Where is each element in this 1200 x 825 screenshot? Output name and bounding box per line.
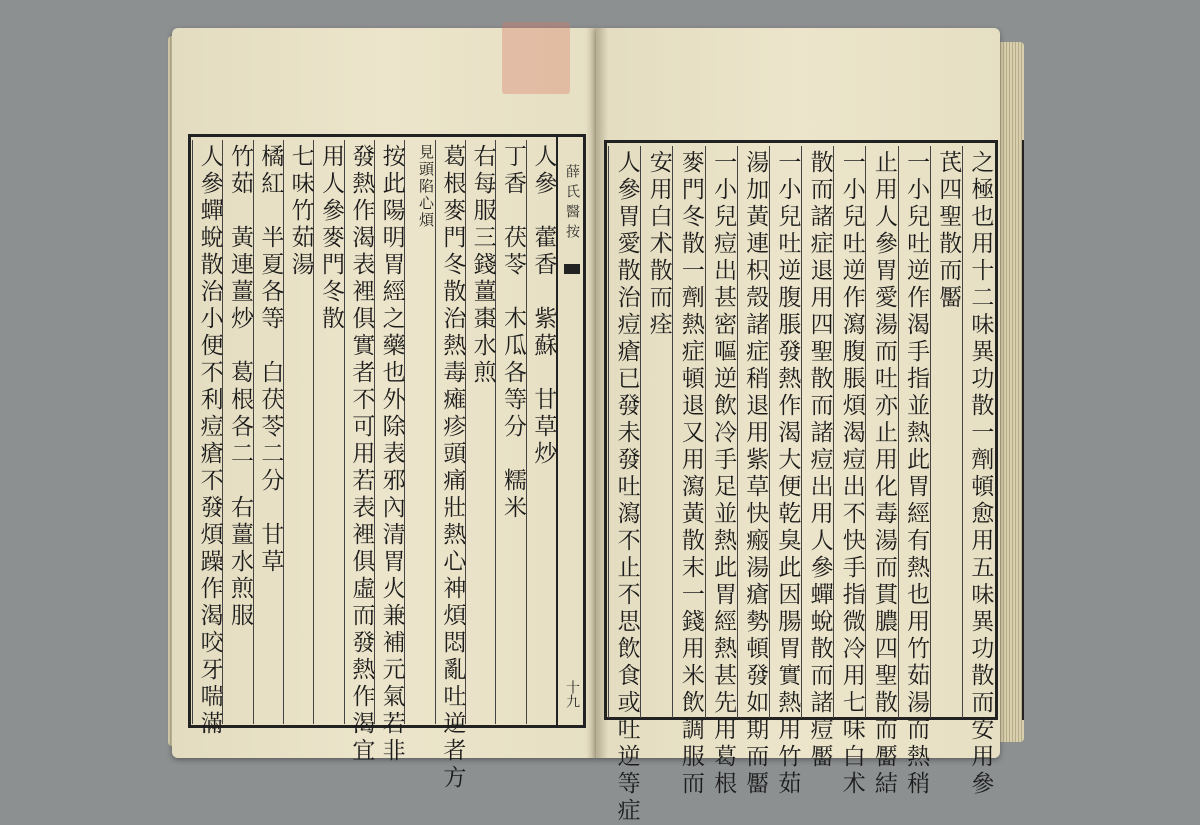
text-column: 一小兒吐逆作渴手指並熱此胃經有熱也用竹茹湯而熱稍	[903, 150, 930, 798]
text-column: 一小兒吐逆作瀉腹脹煩渴痘出不快手指微冷用七味白术	[838, 150, 865, 798]
text-column: 芪四聖散而靨	[935, 150, 962, 312]
text-column: 七味竹茹湯	[287, 144, 314, 279]
text-column: 橘紅 半夏各等 白茯苓二分 甘草	[257, 144, 284, 576]
text-column: 安用白术散而痊	[645, 150, 672, 339]
text-column: 右每服三錢薑棗水煎	[469, 144, 496, 387]
text-column: 發熱作渴表裡俱實者不可用若表裡俱虛而發熱作渴宜	[348, 144, 375, 765]
text-column: 人參蟬蛻散治小便不利痘瘡不發煩躁作渴咬牙喘滿	[196, 144, 223, 738]
text-column: 麥門冬散一劑熱症頓退又用瀉黃散末一錢用米飲調服而	[677, 150, 704, 798]
open-book	[168, 22, 1030, 825]
text-column: 人參 藿香 紫蘇 甘草炒	[530, 144, 557, 468]
text-column: 丁香 茯苓 木瓜各等分 糯米	[500, 144, 526, 522]
text-column: 見頭陷心煩	[417, 144, 435, 229]
column-rule	[608, 146, 609, 718]
text-column: 散而諸症退用四聖散而諸痘出用人參蟬蛻散而諸痘靨	[806, 150, 833, 771]
text-column: 之極也用十二味異功散一劑頓愈用五味異功散而安用參	[967, 150, 994, 798]
text-column: 湯加黃連枳殼諸症稍退用紫草快瘢湯瘡勢頓發如期而靨	[742, 150, 769, 798]
text-column: 按此陽明胃經之藥也外除表邪內清胃火兼補元氣若非	[378, 144, 405, 765]
text-column: 人參胃愛散治痘瘡已發未發吐瀉不止不思飲食或吐逆等症	[613, 150, 640, 825]
right-text-block	[608, 146, 994, 825]
left-text-block	[192, 140, 582, 792]
text-column: 一小兒痘出甚密嘔逆飲冷手足並熱此胃經熱甚先用葛根	[710, 150, 737, 798]
column-rule	[192, 140, 193, 724]
text-column: 一小兒吐逆腹脹發熱作渴大便乾臭此因腸胃實熱用竹茹	[774, 150, 801, 798]
red-seal-stamp	[502, 22, 570, 94]
text-column: 用人參麥門冬散	[318, 144, 344, 333]
book-title-margin: 薛氏醫按	[564, 164, 580, 244]
text-column: 止用人參胃愛湯而吐亦止用化毒湯而貫膿四聖散而靨結	[870, 150, 897, 798]
right-center-margin	[994, 140, 1024, 720]
text-column: 竹茹 黃連薑炒 葛根各二 右薑水煎服	[227, 144, 253, 630]
text-column: 葛根麥門冬散治熱毒瘫疹頭痛壯熱心神煩悶亂吐逆者方	[439, 144, 466, 792]
page-number: 十九	[564, 680, 580, 708]
